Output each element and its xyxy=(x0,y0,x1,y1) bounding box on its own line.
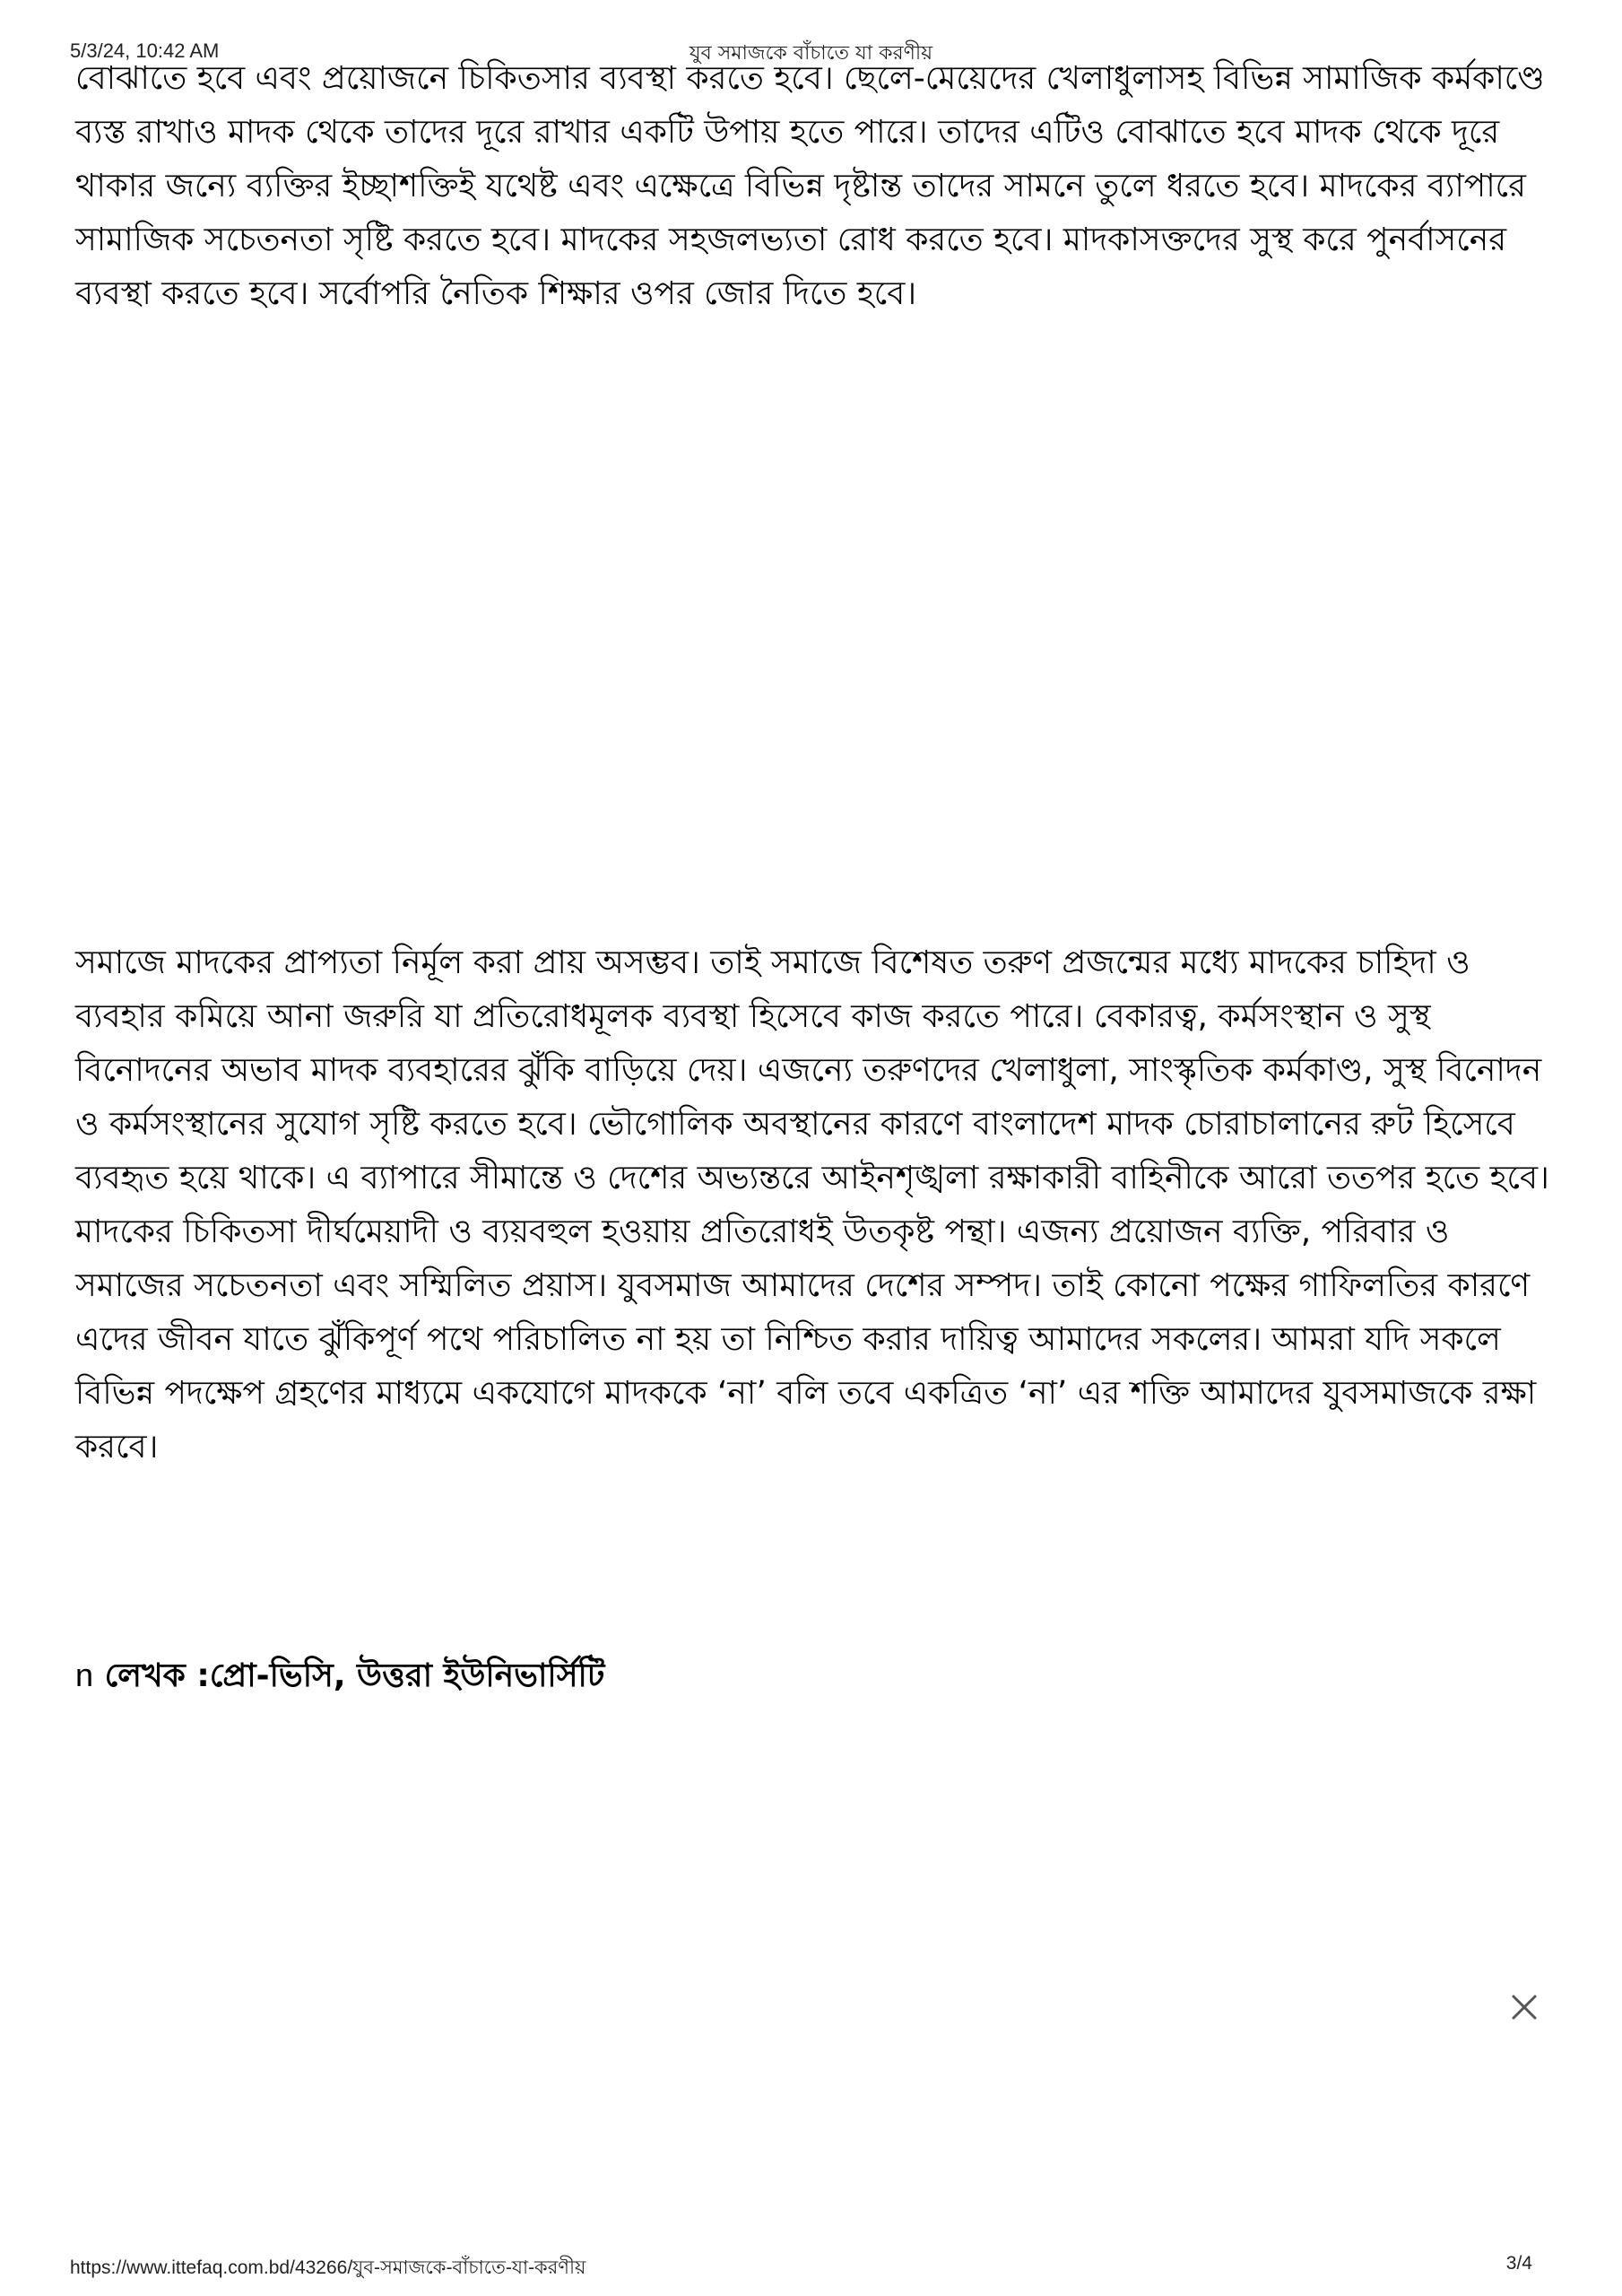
author-credit xyxy=(75,1648,604,1703)
print-header-title: যুব সমাজকে বাঁচাতে যা করণীয় xyxy=(689,42,933,65)
paragraph-text: বোঝাতে হবে এবং প্রয়োজনে চিকিতসার ব্যবস্থা করতে হবে। ছেলে-মেয়েদের খেলাধুলাসহ বিভিন্ন সামাজিক কর্মকাণ্ডে ব্যস্ত রাখাও মাদক থেকে তাদের দূরে রাখার একটি উপায় হতে পারে। তাদের এটিও বোঝাতে হবে মাদক থেকে দূরে থাকার জন্যে ব্যক্তির ইচ্ছাশক্তিই যথেষ্ট এবং এক্ষেত্রে বিভিন্ন দৃষ্টান্ত তাদের সামনে তুলে ধরতে হবে। মাদকের ব্যাপারে সামাজিক সচেতনতা সৃষ্টি করতে হবে। মাদকের সহজলভ্যতা রোধ করতে হবে। মাদকাসক্তদের সুস্থ করে পুনর্বাসনের ব্যবস্থা করতে হবে। সর্বোপরি নৈতিক শিক্ষার ওপর জোর দিতে হবে। xyxy=(75,60,1545,312)
article-paragraph-top xyxy=(75,52,1564,321)
article-paragraph-bottom xyxy=(75,936,1564,1474)
paragraph-text: সমাজে মাদকের প্রাপ্যতা নির্মূল করা প্রায় অসম্ভব। তাই সমাজে বিশেষত তরুণ প্রজন্মের মধ্যে মাদকের চাহিদা ও ব্যবহার কমিয়ে আনা জরুরি যা প্রতিরোধমূলক ব্যবস্থা হিসেবে কাজ করতে পারে। বেকারত্ব, কর্মসংস্থান ও সুস্থ বিনোদনের অভাব মাদক ব্যবহারের ঝুঁকি বাড়িয়ে দেয়। এজন্যে তরুণদের খেলাধুলা, সাংস্কৃতিক কর্মকাণ্ড, সুস্থ বিনোদন ও কর্মসংস্থানের সুযোগ সৃষ্টি করতে হবে। ভৌগোলিক অবস্থানের কারণে বাংলাদেশ মাদক চোরাচালানের রুট হিসেবে ব্যবহৃত হয়ে থাকে। এ ব্যাপারে সীমান্তে ও দেশের অভ্যন্তরে আইনশৃঙ্খলা রক্ষাকারী বাহিনীকে আরো ততপর হতে হবে। মাদকের চিকিতসা দীর্ঘমেয়াদী ও ব্যয়বহুল হওয়ায় প্রতিরোধই উতকৃষ্ট পন্থা। এজন্য প্রয়োজন ব্যক্তি, পরিবার ও সমাজের সচেতনতা এবং সম্মিলিত প্রয়াস। যুবসমাজ আমাদের দেশের সম্পদ। তাই কোনো পক্ষের গাফিলতির কারণে এদের জীবন যাতে ঝুঁকিপূর্ণ পথে পরিচালিত না হয় তা নিশ্চিত করার দায়িত্ব আমাদের সকলের। আমরা যদি সকলে বিভিন্ন পদক্ষেপ গ্রহণের মাধ্যমে একযোগে মাদককে ‘না’ বলি তবে একত্রিত ‘না’ এর শক্তি আমাদের যুবসমাজকে রক্ষা করবে। xyxy=(75,944,1549,1465)
author-text: লেখক :প্রো-ভিসি, উত্তরা ইউনিভার্সিটি xyxy=(104,1657,605,1694)
author-marker: n xyxy=(75,1657,94,1693)
close-icon xyxy=(1506,1989,1542,2025)
close-button[interactable] xyxy=(1506,1989,1542,2025)
print-footer-url: https://www.ittefaq.com.bd/43266/যুব-সমাজকে-বাঁচাতে-যা-করণীয় xyxy=(70,2257,586,2278)
print-header-datetime: 5/3/24, 10:42 AM xyxy=(70,39,220,62)
print-footer-page-number: 3/4 xyxy=(1505,2253,1532,2274)
